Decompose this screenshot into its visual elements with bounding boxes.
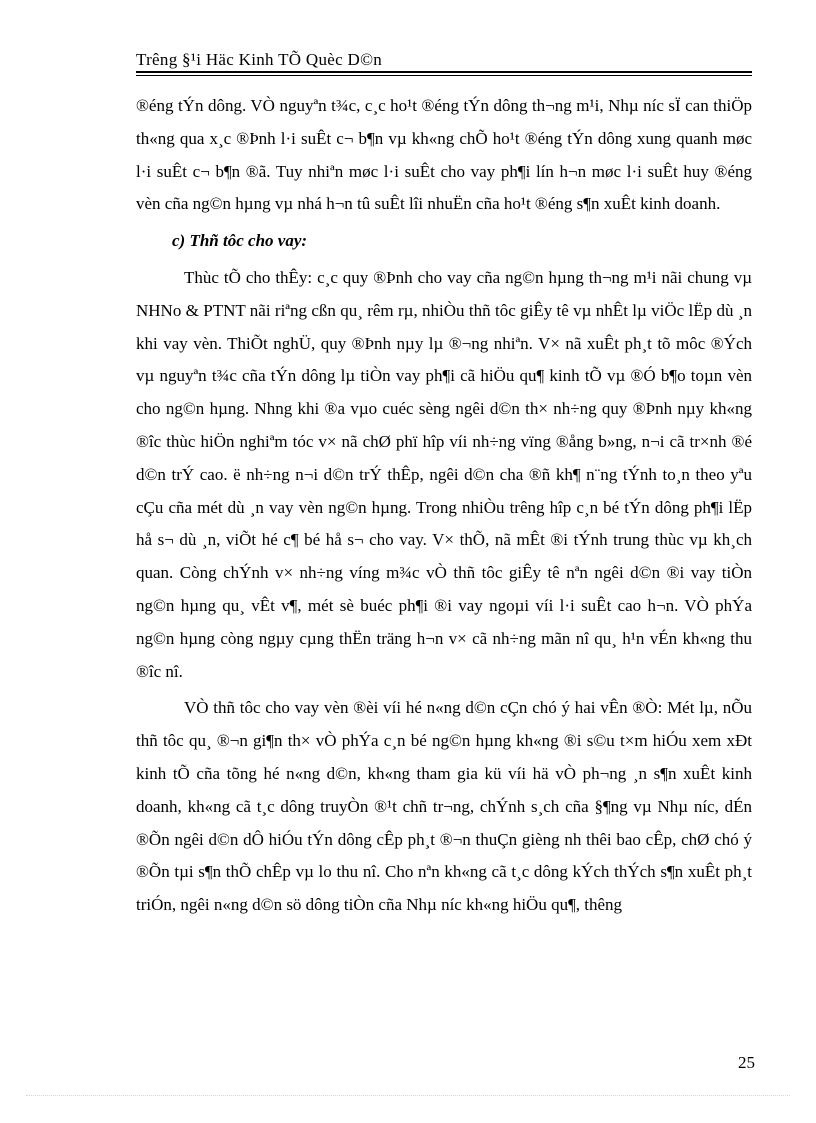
- paragraph-1: ®éng tÝn dông. VÒ nguyªn t¾c, c¸c ho¹t ®éng tÝn dông th¬ng m¹i, Nhµ níc sÏ can thiÖp th«ng qua x¸c ®Þnh l·i suÊt c¬ b¶n vµ kh«ng chÕ ho¹t ®éng tÝn dông xung quanh møc l·i suÊt c¬ b¶n ®ã. Tuy nhiªn møc l·i suÊt cho vay ph¶i lín h¬n møc l·i suÊt huy ®éng vèn cña ng©n hµng vµ nhá h¬n tû suÊt lîi nhuËn cña ho¹t ®éng s¶n xuÊt kinh doanh.: [136, 96, 752, 214]
- running-header: Trêng §¹i Häc Kinh TÕ Quèc D©n: [136, 50, 383, 69]
- header-rule-thin: [136, 75, 752, 76]
- page-body: [136, 90, 752, 922]
- page-number: 25: [738, 1053, 755, 1072]
- paragraph-3: VÒ thñ tôc cho vay vèn ®èi víi hé n«ng d©n cÇn chó ý hai vÊn ®Ò: Mét lµ, nÕu thñ tôc qu¸ ®¬n gi¶n th× vÒ phÝa c¸n bé ng©n hµng kh«ng ®i s©u t×m hiÓu xem xÐt kinh tÕ cña tõng hé n«ng d©n, kh«ng tham gia kü víi hä vÒ ph¬ng ¸n s¶n xuÊt kinh doanh, kh«ng cã t¸c dông truyÒn ®¹t chñ tr¬ng, chÝnh s¸ch cña §¶ng vµ Nhµ níc, dÉn ®Õn ngêi d©n dÔ hiÓu tÝn dông cÊp ph¸t ®¬n thuÇn gièng nh thêi bao cÊp, chØ chó ý ®Õn tµi s¶n thÕ chÊp vµ lo thu nî. Cho nªn kh«ng cã t¸c dông kÝch thÝch s¶n xuÊt ph¸t triÓn, ngêi n«ng d©n sö dông tiÒn cña Nhµ níc kh«ng hiÖu qu¶, thêng: [136, 698, 752, 915]
- header-rule-thick: [136, 71, 752, 73]
- page-boundary-line: [26, 1095, 790, 1096]
- paragraph-2: Thùc tÕ cho thÊy: c¸c quy ®Þnh cho vay cña ng©n hµng th¬ng m¹i nãi chung vµ NHNo & PTNT nãi riªng cßn qu¸ rêm rµ, nhiÒu thñ tôc giÊy tê vµ nhÊt lµ viÖc lËp dù ¸n khi vay vèn. ThiÕt nghÜ, quy ®Þnh nµy lµ ®¬ng nhiªn. V× nã xuÊt ph¸t tõ môc ®Ých vµ nguyªn t¾c cña tÝn dông lµ tiÒn vay ph¶i cã hiÖu qu¶ kinh tÕ vµ ®Ó b¶o toµn vèn cho ng©n hµng. Nhng khi ®a vµo cuéc sèng ngêi d©n th× nh÷ng quy ®Þnh nµy kh«ng ®îc thùc hiÖn nghiªm tóc v× nã chØ phï hîp víi nh÷ng vïng ®ång b»ng, n¬i cã tr×nh ®é d©n trÝ cao. ë nh÷ng n¬i d©n trÝ thÊp, ngêi d©n cha ®ñ kh¶ n¨ng tÝnh to¸n theo yªu cÇu cña mét dù ¸n vay vèn ng©n hµng. Trong nhiÒu trêng hîp c¸n bé tÝn dông ph¶i lËp hå s¬ dù ¸n, viÕt hé c¶ bé hå s¬ cho vay. V× thÕ, nã mÊt ®i tÝnh trung thùc vµ kh¸ch quan. Còng chÝnh v× nh÷ng víng m¾c vÒ thñ tôc giÊy tê nªn ngêi d©n ®i vay tiÒn ng©n hµng qu¸ vÊt v¶, mét sè buéc ph¶i ®i vay ngoµi víi l·i suÊt cao h¬n. VÒ phÝa ng©n hµng còng ngµy cµng thËn träng h¬n v× cã nh÷ng mãn nî qu¸ h¹n vÉn kh«ng thu ®îc nî.: [136, 267, 752, 681]
- section-heading: c) Thñ tôc cho vay:: [172, 231, 308, 251]
